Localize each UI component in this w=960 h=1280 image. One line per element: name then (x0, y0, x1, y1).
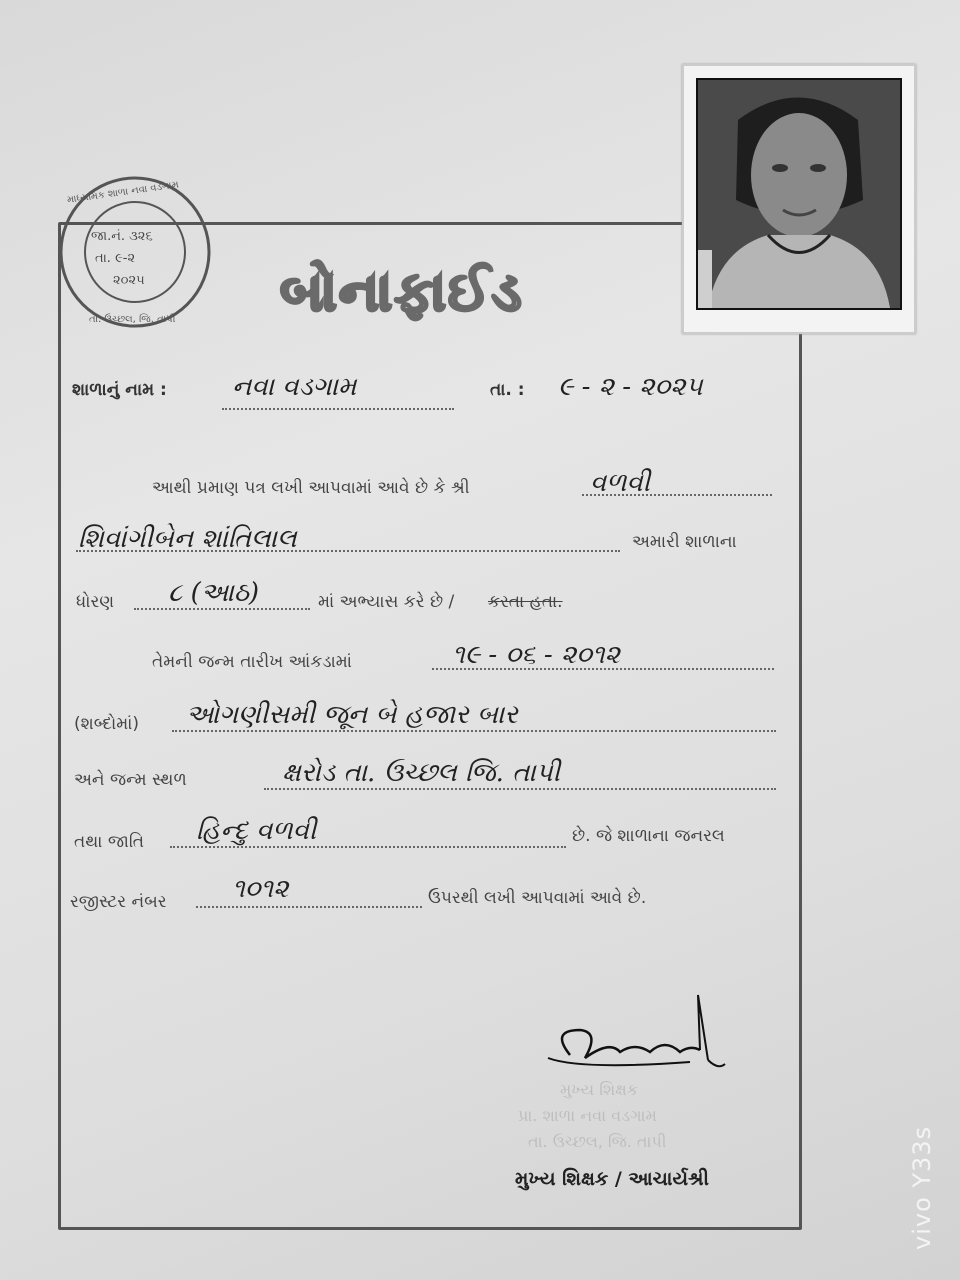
school-stamp (55, 172, 215, 332)
svg-text:માધ્યમિક શાળા નવા વડગામ: માધ્યમિક શાળા નવા વડગામ (66, 179, 180, 206)
dob-words-line (172, 730, 776, 732)
head-teacher-stamp-line3: તા. ઉચ્છલ, જિ. તાપી (528, 1132, 667, 1151)
standard-line (134, 608, 310, 610)
certify-text: આથી પ્રમાણ પત્ર લખી આપવામાં આવે છે કે શ્રી (152, 478, 470, 498)
studied-struck-text: કરતા હતા. (488, 592, 563, 612)
camera-watermark: vivo Y33s (908, 1125, 936, 1250)
date-value: ૯ - ૨ - ૨૦૨૫ (558, 372, 703, 402)
caste-value: હિન્દુ વળવી (196, 816, 317, 846)
issued-from-text: ઉપરથી લખી આપવામાં આવે છે. (428, 888, 647, 908)
head-teacher-stamp-line2: પ્રા. શાળા નવા વડગામ (518, 1106, 657, 1125)
signatory-title: મુખ્ય શિક્ષક / આચાર્યશ્રી (515, 1168, 709, 1190)
our-school-text: અમારી શાળાના (632, 532, 737, 552)
person-silhouette-icon (698, 80, 900, 308)
dob-line (432, 668, 774, 670)
standard-value: ૮ (આઠ) (168, 578, 260, 608)
register-line (196, 906, 422, 908)
dob-label: તેમની જન્મ તારીખ આંકડામાં (152, 652, 352, 672)
principal-signature (540, 990, 740, 1090)
standard-label: ધોરણ (76, 592, 115, 612)
school-name-line (222, 408, 454, 410)
caste-label: તથા જાતિ (74, 832, 145, 852)
birthplace-value: ક્ષરોડ તા. ઉચ્છલ જિ. તાપી (282, 758, 561, 788)
svg-text:તા. ૯-૨: તા. ૯-૨ (95, 251, 136, 266)
svg-text:૨૦૨૫: ૨૦૨૫ (113, 273, 145, 288)
photo-image (696, 78, 902, 310)
svg-text:જા.નં. ૩૨૬: જા.નં. ૩૨૬ (91, 229, 153, 244)
school-name-label: શાળાનું નામ : (72, 380, 167, 400)
school-name-value: નવા વડગામ (232, 372, 357, 402)
student-name-value: શિવાંગીબેન શાંતિલાલ (78, 524, 297, 554)
birthplace-line (264, 788, 776, 790)
caste-line (170, 846, 566, 848)
birthplace-label: અને જન્મ સ્થળ (74, 770, 187, 790)
general-register-text: છે. જે શાળાના જનરલ (572, 826, 725, 846)
dob-words-value: ઓગણીસમી જૂન બે હજાર બાર (186, 700, 518, 730)
surname-value: વળવી (590, 468, 651, 498)
register-value: ૧૦૧૨ (232, 874, 289, 904)
date-label: તા. : (490, 380, 525, 400)
head-teacher-stamp-line1: મુખ્ય શિક્ષક (560, 1080, 639, 1099)
svg-text:તા. ઉચ્છલ, જિ. તાપી: તા. ઉચ્છલ, જિ. તાપી (89, 314, 176, 325)
surname-line (582, 494, 772, 496)
studying-text: માં અભ્યાસ કરે છે / (318, 592, 455, 612)
register-label: રજીસ્ટર નંબર (70, 892, 167, 912)
dob-value: ૧૯ - ૦૬ - ૨૦૧૨ (452, 640, 620, 670)
student-name-line (76, 550, 620, 552)
certificate-title: બોનાફાઈડ (280, 260, 524, 323)
student-photo (682, 64, 916, 334)
in-words-label: (શબ્દોમાં) (74, 714, 140, 734)
